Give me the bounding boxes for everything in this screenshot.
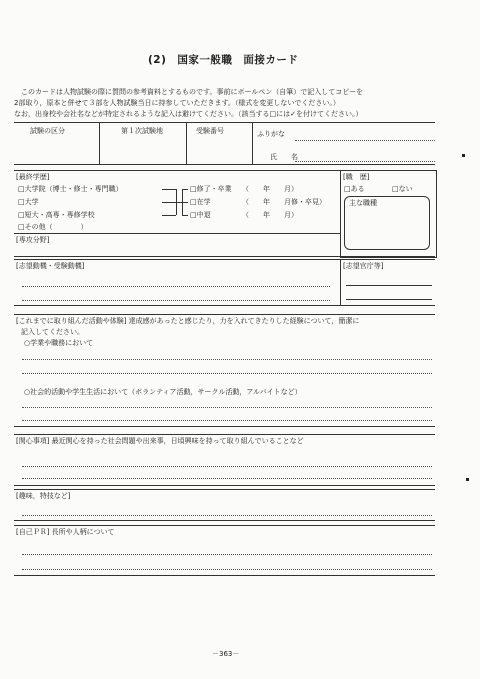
efforts-header: [これまでに取り組んだ活動や体験] 達成感があったと感じたり，力を入れてきたりした経験について，簡潔に — [16, 317, 360, 325]
motivation-bottom-rule — [14, 305, 435, 306]
ministry-line[interactable] — [346, 285, 432, 286]
hobbies-header: [趣味，特技など] — [16, 492, 71, 500]
efforts-work-line[interactable] — [22, 373, 432, 374]
hobbies-bottom-rule — [14, 520, 435, 521]
efforts-bottom-rule — [14, 426, 435, 427]
hobbies-top-rule — [14, 489, 435, 490]
motivation-line[interactable] — [22, 286, 330, 287]
first-exam-site-label: 第１次試験地 — [121, 127, 163, 135]
motivation-line[interactable] — [22, 300, 330, 301]
page-number: －363－ — [212, 650, 240, 658]
education-option-1[interactable]: □大学院（博士・修士・専門職） — [18, 185, 123, 193]
bracket-line — [182, 215, 188, 216]
bracket-line — [182, 189, 188, 190]
major-header: [専攻分野] — [16, 236, 50, 244]
instruction-line-1: このカードは人物試験の際に質問の参考資料とするものです。事前にボールペン（自筆）で記入してコピーを — [21, 88, 364, 96]
education-status-1[interactable]: □修了・卒業 — [190, 185, 232, 193]
education-status-2[interactable]: □在学 — [190, 198, 211, 206]
efforts-work-line[interactable] — [22, 359, 432, 360]
motivation-header: [志望動機・受験動機] — [16, 262, 85, 270]
efforts-top-rule — [14, 314, 435, 315]
career-no-checkbox[interactable]: □ない — [392, 185, 413, 193]
bracket-line — [162, 202, 176, 203]
bracket-line — [162, 189, 176, 190]
self-pr-bottom-rule — [14, 575, 435, 576]
interest-line[interactable] — [22, 466, 432, 467]
education-option-3[interactable]: □短大・高専・専修学校 — [18, 211, 95, 219]
furigana-field[interactable] — [295, 140, 435, 141]
bracket-line — [182, 202, 188, 203]
scan-mark — [462, 154, 465, 157]
self-pr-header: [自己ＰＲ] 長所や人柄について — [16, 528, 115, 536]
instruction-line-2: 2部取り，原本と併せて３部を人物試験当日に持参していただきます。（様式を変更しないでください。） — [14, 99, 340, 107]
education-top-rule — [14, 170, 340, 171]
education-option-2[interactable]: □大学 — [18, 198, 39, 206]
education-status-3[interactable]: □中退 — [190, 211, 211, 219]
page-title: (2) 国家一般職 面接カード — [148, 54, 299, 66]
education-status-year-2: （ 年 月修・卒見） — [242, 198, 326, 206]
career-header: [職 歴] — [343, 173, 370, 181]
scan-mark — [466, 478, 469, 481]
interest-header: [関心事項] 最近関心を持った社会問題や出来事，日頃興味を持って取り組んでいることなど — [16, 437, 304, 445]
education-header: [最終学歴] — [16, 173, 50, 181]
hobbies-line[interactable] — [22, 515, 432, 516]
exam-divider-2 — [186, 122, 187, 164]
exam-category-label: 試験の区分 — [30, 127, 65, 135]
efforts-social-line[interactable] — [22, 407, 432, 408]
self-pr-line[interactable] — [22, 569, 432, 570]
motivation-top-rule — [14, 259, 435, 260]
bracket-line — [162, 215, 176, 216]
instruction-line-3: なお，出身校や会社名などが特定されるような記入は避けてください。（該当する□には✓を付けてください。） — [14, 110, 363, 118]
exam-bottom-rule — [14, 164, 435, 165]
exam-top-rule — [14, 122, 435, 123]
motivation-divider — [340, 259, 341, 305]
self-pr-line[interactable] — [22, 554, 432, 555]
education-status-year-3: （ 年 月） — [242, 211, 298, 219]
efforts-social-label: ○社会的活動や学生生活において（ボランティア活動，サークル活動，アルバイトなど） — [24, 388, 302, 396]
interest-line[interactable] — [22, 478, 432, 479]
efforts-social-line[interactable] — [22, 420, 432, 421]
career-yes-checkbox[interactable]: □ある — [344, 185, 365, 193]
major-top-rule — [14, 233, 340, 234]
desired-ministry-header: [志望官庁等] — [343, 262, 384, 270]
major-bottom-rule — [14, 256, 435, 257]
education-option-4[interactable]: □その他（ ） — [18, 223, 88, 231]
self-pr-top-rule — [14, 525, 435, 526]
furigana-label: ふりがな — [257, 130, 285, 138]
exam-divider-1 — [99, 122, 100, 164]
education-status-year-1: （ 年 月） — [242, 185, 298, 193]
main-job-label: 主な職種 — [349, 199, 377, 207]
efforts-work-label: ○学業や職務において — [24, 339, 94, 347]
name-field[interactable] — [295, 161, 435, 162]
interest-top-rule — [14, 434, 435, 435]
name-label: 氏 名 — [270, 153, 298, 161]
interest-bottom-rule — [14, 485, 435, 486]
exam-divider-3 — [252, 122, 253, 164]
efforts-header-cont: 記入してください。 — [21, 328, 84, 336]
ministry-line[interactable] — [346, 299, 432, 300]
exam-number-label: 受験番号 — [196, 127, 224, 135]
